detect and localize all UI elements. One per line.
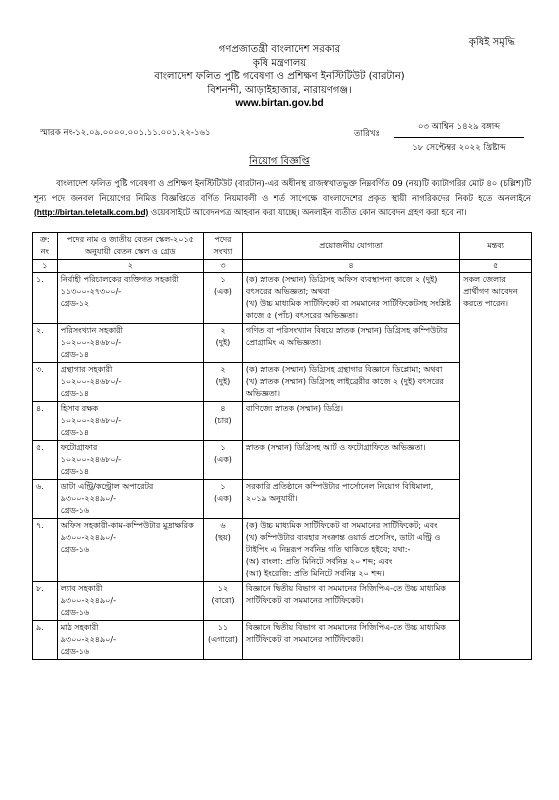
post-grade: গ্রেড-১৪ [60,428,90,437]
row-serial: ৭. [33,519,58,582]
memo-number: স্মারক নং-১২.০৯.০০০০.০০১.১১.০০১.২২-১৬১ [40,128,211,138]
post-scale: ১০২০০-২৪৬৮০/- [60,455,122,464]
post-scale: ১১৩০০-২৭৩০০/- [60,287,122,296]
row-post [57,324,203,363]
qualification-line: গণিত বা পরিসংখ্যান বিষয়ে স্নাতক (সম্মান) ডিগ্রিসহ কম্পিউটার প্রোগ্রামিং এ অভিজ্ঞতা। [245,326,448,347]
row-serial: ২. [33,324,58,363]
table-row [33,273,532,324]
header-post: পদের নাম ও জাতীয় বেতন স্কেল-২০১৫ অনুযায়ী বেতন স্কেল ও গ্রেড [57,233,203,260]
govt-name: গণপ্রজাতন্ত্রী বাংলাদেশ সরকার [218,44,341,55]
row-qty [204,621,243,660]
column-number: ৩ [204,260,243,273]
qty-words: (এগারো) [208,635,238,644]
row-serial: ৬. [33,480,58,519]
row-qty [204,402,243,441]
post-post: পরিসংখ্যান সহকারী [60,326,123,335]
row-qualification [242,621,459,660]
post-grade: গ্রেড-১২ [60,299,90,308]
qualification-line: স্নাতক (সম্মান) ডিগ্রিসহ আর্ট ও ফটোগ্রাফিতে অভিজ্ঞতা। [245,443,426,452]
row-post [57,402,203,441]
table-row [33,324,532,363]
post-scale: ১০২০০-২৪৬৮০/- [60,377,122,386]
header-qty: পদের সংখ্যা [204,233,243,260]
qualification-line: বিজ্ঞানে দ্বিতীয় বিভাগ বা সমমানের সিজিপিএ-তে উচ্চ মাধ্যমিক সার্টিফিকেট বা সমমানের সার্টিফিকেট। [245,623,446,644]
row-serial: ৩. [33,363,58,402]
qty-words: (দুই) [215,338,231,347]
qualification-line: বাণিজ্যে স্নাতক (সম্মান) ডিগ্রি। [245,404,344,413]
row-qty [204,324,243,363]
row-qualification [242,582,459,621]
qualification-line: (অ) বাংলা: প্রতি মিনিটে সর্বনিম্ন ২০ শব্দ; এবং [245,557,393,566]
row-post [57,480,203,519]
row-qty [204,480,243,519]
post-grade: গ্রেড-১৬ [60,647,90,656]
row-qualification [242,519,459,582]
row-qualification [242,480,459,519]
post-grade: গ্রেড-১৬ [60,506,90,515]
qty-words: (দুই) [215,377,231,386]
column-number: ৪ [242,260,459,273]
row-post [57,519,203,582]
vacancy-table [32,232,532,660]
qualification-line: (খ) উচ্চ মাধ্যমিক সার্টিফিকেট বা সমমানের সার্টিফিকেটসহ সংশ্লিষ্ট কাজে ৫ (পাঁচ) বৎসরের অভিজ্ঞতা। [245,299,452,320]
row-serial: ১. [33,273,58,324]
row-serial: ৮. [33,582,58,621]
row-post [57,441,203,480]
post-scale: ৯৩০০-২২৪৯০/- [60,494,116,503]
date-bangla: ০৩ আশ্বিন ১৪২৯ বঙ্গাব্দ [394,117,524,138]
post-post: ডাটা এন্ট্রি/কন্ট্রোল অপারেটর [60,482,154,491]
table-row [33,402,532,441]
qty-number: ৪ [220,404,226,413]
header-remarks: মন্তব্য [460,233,532,260]
row-serial: ৪. [33,402,58,441]
table-row [33,519,532,582]
qty-number: ১২ [217,584,229,593]
post-scale: ৯৩০০-২২৪৯০/- [60,596,116,605]
date-label: তারিখঃ [354,129,381,139]
qty-words: (ছয়) [215,533,231,542]
column-number: ২ [57,260,203,273]
qualification-line: (ক) স্নাতক (সম্মান) ডিগ্রিসহ গ্রন্থাগার বিজ্ঞানে ডিপ্লোমা; অথবা [245,365,443,374]
qualification-line: (ক) উচ্চ মাধ্যমিক সার্টিফিকেট বা সমমানের সার্টিফিকেট; এবং [245,521,438,530]
qty-number: ১১ [217,623,229,632]
table-row [33,441,532,480]
post-post: ল্যাব সহকারী [60,584,103,593]
table-row [33,582,532,621]
ministry-name: কৃষি মন্ত্রণালয় [252,57,307,69]
row-qty [204,273,243,324]
column-number: ৫ [460,260,532,273]
qty-number: ৬ [220,521,226,530]
intro-paragraph: বাংলাদেশ ফলিত পুষ্টি গবেষণা ও প্রশিক্ষণ ইনস্টিটিউট (বারটান)-এর অধীনস্থ রাজস্বখাতভুক্ত নিম্নবর্ণিত 09 (নয়)টি ক্যাটাগরির মোট ৪০ (চল্লিশ)টি শূন্য পদে জনবল নিয়োগের নিমিত্ত বিজ্ঞপ্তিতে বর্ণিত নিয়মাবলী ও শর্ত সাপেক্ষে বাংলাদেশের প্রকৃত স্থায়ী নাগরিকদের নিকট হতে অনলাইনে (http://birtan.teletalk.com.bd) ওয়েবসাইটে আবেদনপত্র আহবান করা যাচ্ছে। অনলাইন ব্যতীত কোন আবেদন গ্রহণ করা হবে না। [34,178,531,217]
row-qty [204,519,243,582]
qualification-line: বিজ্ঞানে দ্বিতীয় বিভাগ বা সমমানের সিজিপিএ-তে উচ্চ মাধ্যমিক সার্টিফিকেট বা সমমানের সার্টিফিকেট। [245,584,446,605]
row-qualification [242,273,459,324]
post-scale: ১০২০০-২৪৬৮০/- [60,416,122,425]
table-row [33,480,532,519]
row-qualification [242,402,459,441]
post-grade: গ্রেড-১৬ [60,545,90,554]
row-qty [204,441,243,480]
post-post: মাঠ সহকারী [60,623,99,632]
row-qty [204,582,243,621]
notice-title: নিয়োগ বিজ্ঞপ্তি [249,156,310,167]
row-qualification [242,363,459,402]
qualification-line: (খ) স্নাতক (সম্মান) ডিগ্রিসহ লাইব্রেরীর কাজে ২ (দুই) বৎসরের অভিজ্ঞতা। [245,377,444,398]
post-post: নির্বাহী পরিচালকের ব্যক্তিগত সহকারী [60,275,179,284]
qty-words: (চার) [214,416,232,425]
qty-words: (বারো) [211,596,235,605]
header-sl: ক্র: নং [33,233,58,260]
qty-number: ১ [220,482,226,491]
qty-number: ১ [220,443,226,452]
qty-words: (এক) [213,455,232,464]
column-number-row [33,260,532,273]
row-qty [204,363,243,402]
qualification-line: (ক) স্নাতক (সম্মান) ডিগ্রিসহ অফিস ব্যবস্থাপনা কাজে ২ (দুই) বৎসরের অভিজ্ঞতা; অথবা [245,275,438,296]
date-english: ১৮ সেপ্টেম্বর ২০২২ খ্রিষ্টাব্দ [412,143,506,153]
table-row [33,363,532,402]
qty-words: (এক) [213,494,232,503]
post-grade: গ্রেড-১৪ [60,350,90,359]
letterhead [0,43,559,111]
row-serial: ৯. [33,621,58,660]
qualification-line: সরকারি প্রতিষ্ঠানে কম্পিউটার পার্সোনেল নিয়োগ বিধিমালা, ২০১৯ অনুযায়ী। [245,482,434,503]
qualification-line: (খ) কম্পিউটার ব্যবহার সংক্রান্ত ওয়ার্ড প্রসেসিং, ডাটা এন্ট্রি ও টাইপিং এ নিম্নরূপ সর্বনিম্ন গতি থাকিতে হইবে; যথা:- [245,533,441,554]
row-post [57,621,203,660]
row-post [57,273,203,324]
qty-number: ২ [220,365,226,374]
qty-number: ১ [220,275,226,284]
header-qualification: প্রয়োজনীয় যোগ্যতা [242,233,459,260]
row-serial: ৫. [33,441,58,480]
post-grade: গ্রেড-১৪ [60,467,90,476]
website-link[interactable]: www.birtan.gov.bd [235,98,324,109]
table-row [33,621,532,660]
row-post [57,582,203,621]
institute-name: বাংলাদেশ ফলিত পুষ্টি গবেষণা ও প্রশিক্ষণ ইনস্টিটিউট (বারটান) [154,71,405,82]
qualification-line: (আ) ইংরেজি: প্রতি মিনিটে সর্বনিম্ন ২০ শব্দ। [245,569,385,578]
post-grade: গ্রেড-১৬ [60,608,90,617]
qty-words: (এক) [213,287,232,296]
row-qualification [242,324,459,363]
post-scale: ৯৩০০-২২৪৯০/- [60,635,116,644]
row-qualification [242,441,459,480]
post-post: অফিস সহকারী-কাম-কম্পিউটার মুদ্রাক্ষরিক [60,521,194,530]
post-post: ফটোগ্রাফার [60,443,98,452]
post-scale: ১০২০০-২৪৬৮০/- [60,338,122,347]
slogan: কৃষিই সমৃদ্ধি [468,37,515,48]
post-grade: গ্রেড-১৪ [60,389,90,398]
remarks-cell: সকল জেলার প্রার্থীগণ আবেদন করতে পারেন। [460,273,532,660]
institute-address: বিশনন্দী, আড়াইহাজার, নারায়ণগঞ্জ। [207,84,352,96]
post-post: গ্রন্থাগার সহকারী [60,365,113,374]
application-link[interactable]: (http://birtan.teletalk.com.bd) [34,207,149,217]
post-scale: ৯৩০০-২২৪৯০/- [60,533,116,542]
post-post: হিসাব রক্ষক [60,404,99,413]
row-post [57,363,203,402]
column-number: ১ [33,260,58,273]
qty-number: ২ [220,326,226,335]
